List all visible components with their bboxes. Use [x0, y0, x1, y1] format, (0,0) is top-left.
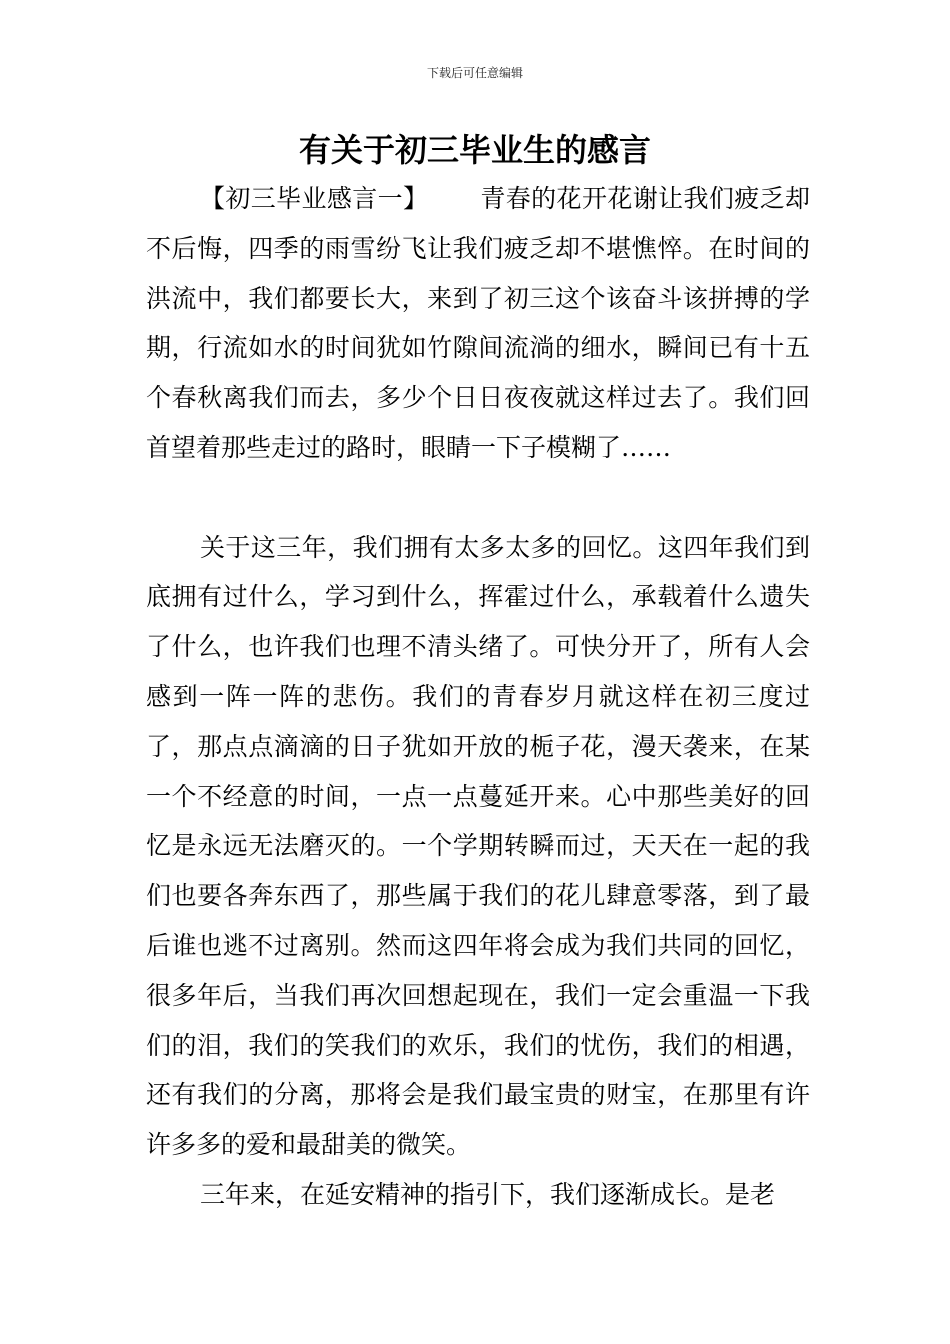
paragraph-1	[146, 174, 810, 473]
paragraph-1-text: 青春的花开花谢让我们疲乏却不后悔，四季的雨雪纷飞让我们疲乏却不堪憔悴。在时间的洪流中，我们都要长大，来到了初三这个该奋斗该拼搏的学期，行流如水的时间犹如竹隙间流淌的细水，瞬间已有十五个春秋离我们而去，多少个日日夜夜就这样过去了。我们回首望着那些走过的路时，眼睛一下子模糊了……	[146, 184, 810, 462]
section-label: 【初三毕业感言一】	[200, 184, 429, 213]
paragraph-2: 关于这三年，我们拥有太多太多的回忆。这四年我们到底拥有过什么，学习到什么，挥霍过什么，承载着什么遗失了什么，也许我们也理不清头绪了。可快分开了，所有人会感到一阵一阵的悲伤。我们的青春岁月就这样在初三度过了，那点点滴滴的日子犹如开放的栀子花，漫天袭来，在某一个不经意的时间，一点一点蔓延开来。心中那些美好的回忆是永远无法磨灭的。一个学期转瞬而过，天天在一起的我们也要各奔东西了，那些属于我们的花儿肆意零落，到了最后谁也逃不过离别。然而这四年将会成为我们共同的回忆，很多年后，当我们再次回想起现在，我们一定会重温一下我们的泪，我们的笑我们的欢乐，我们的忧伤，我们的相遇，还有我们的分离，那将会是我们最宝贵的财宝，在那里有许许多多的爱和最甜美的微笑。	[146, 532, 810, 1160]
paragraph-3: 三年来，在延安精神的指引下，我们逐渐成长。是老	[200, 1179, 776, 1209]
header-note: 下载后可任意编辑	[426, 66, 523, 80]
document-title: 有关于初三毕业生的感言	[298, 131, 651, 169]
document-body	[146, 174, 810, 1220]
paragraph-spacer	[146, 473, 810, 523]
